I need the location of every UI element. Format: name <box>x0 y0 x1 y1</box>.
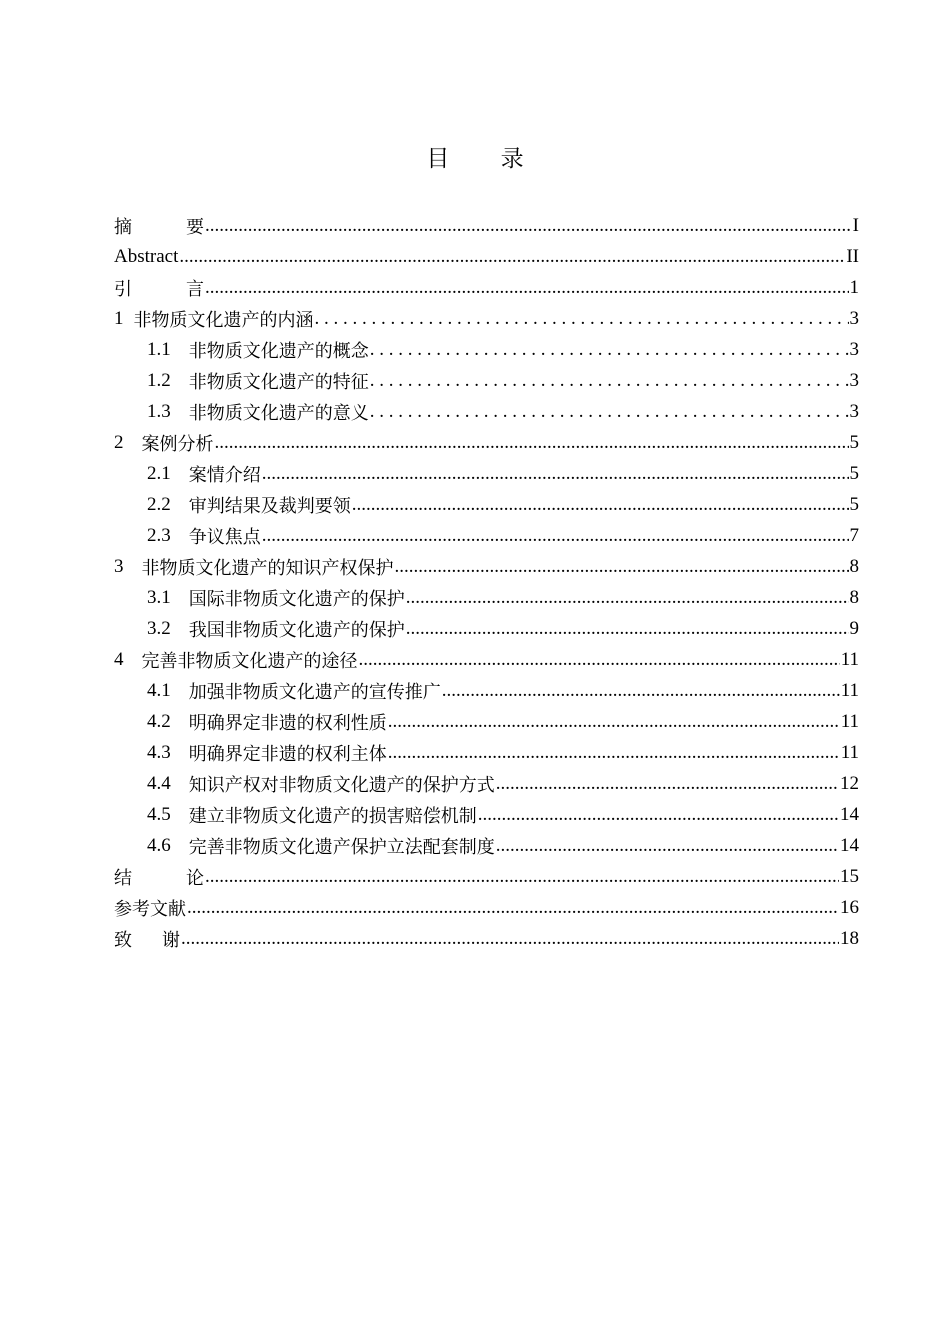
toc-entry[interactable] <box>114 210 859 241</box>
toc-entry-label: 争议焦点 <box>188 526 261 548</box>
toc-entry[interactable] <box>114 644 859 675</box>
toc-page-number: II <box>846 245 859 267</box>
toc-dot-leader <box>181 928 839 950</box>
toc-entry[interactable] <box>114 737 859 768</box>
toc-page-number: 8 <box>849 586 859 608</box>
toc-entry[interactable] <box>114 427 859 458</box>
toc-dot-leader <box>262 525 849 547</box>
toc-dot-leader <box>205 215 852 237</box>
toc-dot-leader <box>359 649 840 671</box>
toc-dot-leader <box>478 804 839 826</box>
toc-entry-label: 非物质文化遗产的知识产权保护 <box>141 557 394 579</box>
toc-page-number: 8 <box>849 555 859 577</box>
toc-entry-number: 2.2 <box>147 493 171 515</box>
toc-entry[interactable] <box>114 861 859 892</box>
toc-dot-leader <box>215 432 849 454</box>
toc-page-number: 1 <box>849 276 859 298</box>
toc-entry-label: Abstract <box>114 245 179 267</box>
toc-entry-number: 4.6 <box>147 834 171 856</box>
toc-page-number: 7 <box>849 524 859 546</box>
toc-dot-leader <box>442 680 840 702</box>
toc-page-number: 16 <box>840 896 859 918</box>
toc-dot-leader <box>352 494 849 516</box>
toc-entry[interactable] <box>114 272 859 303</box>
toc-dot-leader <box>496 835 839 857</box>
toc-dot-leader <box>496 773 839 795</box>
toc-entry[interactable] <box>114 241 859 272</box>
toc-entry-label: 审判结果及裁判要领 <box>188 495 351 517</box>
toc-entry-label: 明确界定非遗的权利主体 <box>188 743 387 765</box>
toc-entry-label: 参考文献 <box>114 898 186 920</box>
toc-page-number: 9 <box>849 617 859 639</box>
toc-dot-leader <box>205 866 839 888</box>
toc-entry-number: 1.1 <box>147 338 171 360</box>
toc-entry-label-char: 要 <box>186 216 204 238</box>
toc-entry-number: 4.3 <box>147 741 171 763</box>
toc-dot-leader <box>262 463 849 485</box>
toc-entry-number: 2 <box>114 431 124 453</box>
toc-entry-label: 建立非物质文化遗产的损害赔偿机制 <box>188 805 477 827</box>
toc-entry[interactable] <box>114 675 859 706</box>
toc-entry-label: 明确界定非遗的权利性质 <box>188 712 387 734</box>
toc-entry-number: 3.2 <box>147 617 171 639</box>
toc-entry-label: 加强非物质文化遗产的宣传推广 <box>188 681 441 703</box>
toc-entry-label-char: 谢 <box>162 929 180 951</box>
toc-dot-leader <box>388 711 840 733</box>
toc-page-number: 11 <box>840 679 859 701</box>
toc-page-number: 5 <box>849 431 859 453</box>
toc-entry-number: 4.2 <box>147 710 171 732</box>
page-title: 目 录 <box>426 146 546 172</box>
toc-entry-number: 4 <box>114 648 124 670</box>
toc-entry-number: 4.4 <box>147 772 171 794</box>
toc-page-number: 11 <box>840 741 859 763</box>
toc-entry[interactable] <box>114 396 859 427</box>
toc-entry-label: 非物质文化遗产的意义 <box>188 402 369 424</box>
toc-page-number: 18 <box>840 927 859 949</box>
toc-page-number: 3 <box>849 400 859 422</box>
toc-page-number: 5 <box>849 493 859 515</box>
toc-page-number: 14 <box>840 803 859 825</box>
toc-entry-label: 非物质文化遗产的特征 <box>188 371 369 393</box>
toc-entry-label: 完善非物质文化遗产保护立法配套制度 <box>188 836 495 858</box>
toc-dot-leader <box>315 308 849 330</box>
toc-entry-label <box>114 864 204 890</box>
toc-entry-label: 案例分析 <box>141 433 214 455</box>
toc-dot-leader <box>179 246 845 268</box>
toc-entry-label: 非物质文化遗产的内涵 <box>133 309 314 331</box>
toc-page-number: 3 <box>849 338 859 360</box>
toc-entry-label-char: 致 <box>114 929 132 951</box>
toc-dot-leader <box>205 277 849 299</box>
toc-entry[interactable] <box>114 489 859 520</box>
toc-entry[interactable] <box>114 551 859 582</box>
toc-dot-leader <box>406 587 849 609</box>
toc-entry-label-char: 论 <box>186 867 204 889</box>
toc-entry-label-char: 言 <box>186 278 204 300</box>
toc-entry-label: 案情介绍 <box>188 464 261 486</box>
toc-entry[interactable] <box>114 768 859 799</box>
toc-dot-leader <box>395 556 849 578</box>
toc-entry[interactable] <box>114 613 859 644</box>
toc-entry-label: 我国非物质文化遗产的保护 <box>188 619 405 641</box>
toc-entry-label-char: 摘 <box>114 216 132 238</box>
toc-entry-label <box>114 213 204 239</box>
toc-entry[interactable] <box>114 799 859 830</box>
toc-dot-leader <box>370 370 849 392</box>
toc-page-number: 5 <box>849 462 859 484</box>
toc-entry[interactable] <box>114 458 859 489</box>
toc-dot-leader <box>187 897 839 919</box>
toc-entry-label: 知识产权对非物质文化遗产的保护方式 <box>188 774 495 796</box>
toc-page-number: 11 <box>840 648 859 670</box>
toc-entry-number: 2.1 <box>147 462 171 484</box>
toc-entry[interactable] <box>114 830 859 861</box>
toc-page-number: 14 <box>840 834 859 856</box>
toc-entry-number: 1 <box>114 307 124 329</box>
table-of-contents <box>114 210 859 954</box>
toc-entry-label: 完善非物质文化遗产的途径 <box>141 650 358 672</box>
toc-entry-number: 3.1 <box>147 586 171 608</box>
toc-entry[interactable] <box>114 303 859 334</box>
toc-entry-label <box>114 926 180 952</box>
toc-dot-leader <box>370 401 849 423</box>
toc-entry[interactable] <box>114 334 859 365</box>
toc-entry[interactable] <box>114 520 859 551</box>
toc-entry-number: 3 <box>114 555 124 577</box>
toc-page-number: 11 <box>840 710 859 732</box>
toc-entry-number: 2.3 <box>147 524 171 546</box>
toc-page-number: 3 <box>849 369 859 391</box>
toc-page-number: 3 <box>849 307 859 329</box>
toc-entry[interactable] <box>114 582 859 613</box>
toc-entry-label <box>114 275 204 301</box>
toc-page-number: 12 <box>840 772 859 794</box>
toc-dot-leader <box>370 339 849 361</box>
toc-entry[interactable] <box>114 706 859 737</box>
toc-entry-number: 4.1 <box>147 679 171 701</box>
toc-entry[interactable] <box>114 365 859 396</box>
toc-entry-number: 1.2 <box>147 369 171 391</box>
toc-page-number: 15 <box>840 865 859 887</box>
toc-entry[interactable] <box>114 923 859 954</box>
toc-entry-label-char: 结 <box>114 867 132 889</box>
toc-entry-label-char: 引 <box>114 278 132 300</box>
toc-page-number: I <box>852 214 859 236</box>
toc-entry-number: 4.5 <box>147 803 171 825</box>
toc-dot-leader <box>406 618 849 640</box>
toc-entry-label: 非物质文化遗产的概念 <box>188 340 369 362</box>
toc-dot-leader <box>388 742 840 764</box>
toc-entry[interactable] <box>114 892 859 923</box>
toc-entry-label: 国际非物质文化遗产的保护 <box>188 588 405 610</box>
toc-entry-number: 1.3 <box>147 400 171 422</box>
